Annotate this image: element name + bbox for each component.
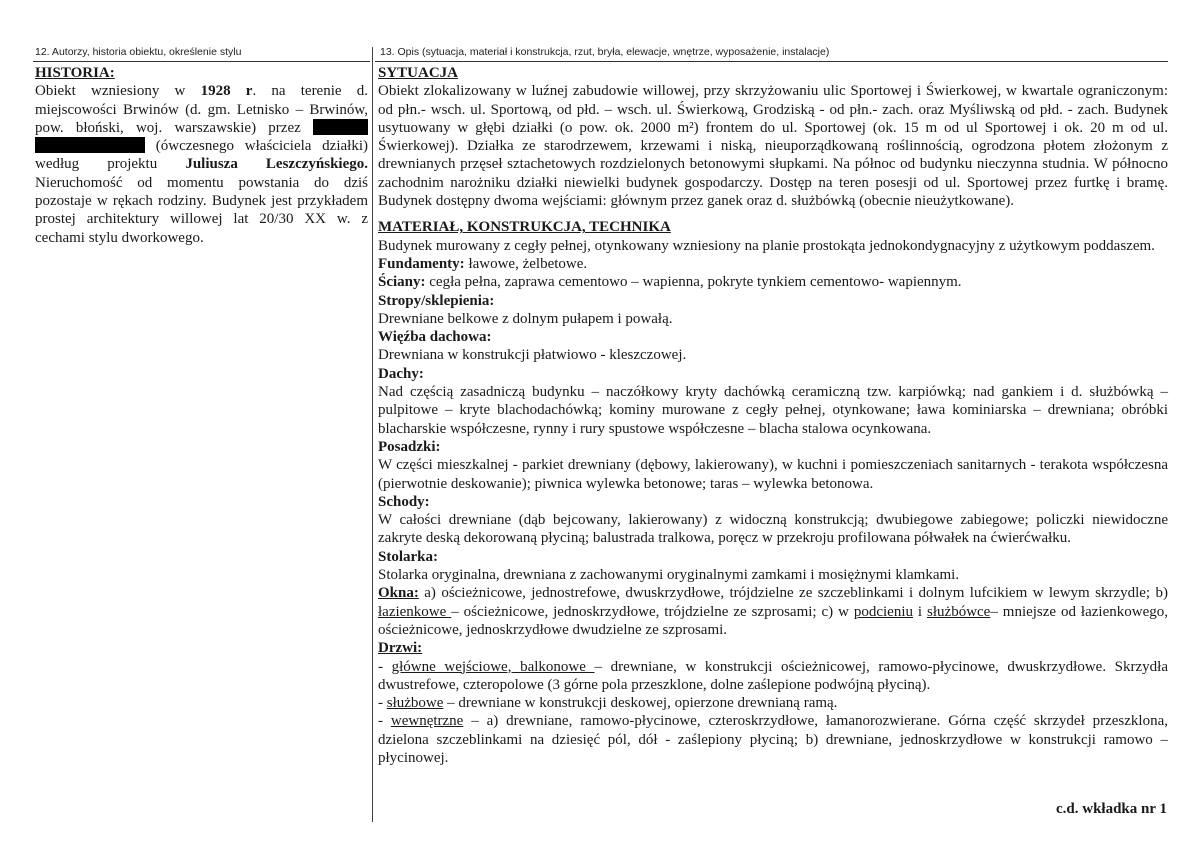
schody-label: Schody: [378, 493, 430, 510]
history-column [35, 64, 368, 247]
okna-i: i [913, 603, 928, 620]
dash: - [378, 713, 391, 730]
dachy-label: Dachy: [378, 365, 424, 382]
stolarka-text: Stolarka oryginalna, drewniana z zachowanymi oryginalnymi zamkami i mosiężnymi klamkami. [378, 567, 960, 584]
drzwi-glowne-text: – drewniane, w konstrukcji ościeżnicowej, ramowo-płycinowe, dwuskrzydłowe. Skrzydła dwustrefowe, czteropolowe (3 górne pola przeszklone, dolne zaślepione podwójną płyciną). [378, 658, 1169, 693]
stropy-label: Stropy/sklepienia: [378, 292, 495, 309]
drzwi-sluzbowe [378, 694, 1168, 712]
sytuacja-heading: SYTUACJA [378, 65, 459, 81]
column-divider [372, 47, 373, 822]
fundamenty [378, 255, 1168, 273]
continued-note: c.d. wkładka nr 1 [1055, 801, 1167, 817]
sytuacja-text: Obiekt zlokalizowany w luźnej zabudowie willowej, przy skrzyżowaniu ulic Sportowej i Świerkowej, w kwartale ograniczonym: od płn.- wsch. ul. Sportową, od płd. – wsch. ul. Świerkową, Grodziską - od płn.- zach. oraz Myśliwską od płd. - zach. Budynek usytuowany w głębi działki (o pow. ok. 2000 m²) frontem do ul. Sportowej (ok. 15 m od ul Sportowej i ok. 20 m od ul. Świerkowej). Działka ze starodrzewem, krzewami i niską, nieuporządkowaną roślinnością, ogrodzona płotem złożonym z drewnianych przęseł sztachetowych rozdzielonych betonowymi słupkami. Na północ od budynku nieczynna studnia. W północno zachodnim narożniku działki niewielki budynek gospodarczy. Dostęp na teren posesji od ul. Sportowej przez furtkę i bramę. Budynek dostępny dwoma wejściami: głównym przez ganek oraz d. służbówką (obecnie nieużytkowane). [378, 83, 1168, 210]
dachy-text: Nad częścią zasadniczą budynku – naczółkowy kryty dachówką ceramiczną tzw. karpiówką; nad gankiem i d. służbówką – pulpitowe – kryte blachodachówką; kominy murowane z cegły pełnej, otynkowane; ława kominiarska – drewniana; obróbki blacharskie współczesne, rynny i rury spustowe współczesne – blacha stalowa ocynkowana. [378, 384, 1168, 437]
header-divider-left [33, 61, 370, 62]
history-paragraph [35, 82, 368, 247]
okna-sluzbowce: służbówce [927, 603, 991, 620]
drzwi-glowne-label: główne wejściowe, balkonowe [391, 658, 595, 675]
stropy-text: Drewniane belkowe z dolnym pułapem i powałą. [378, 310, 673, 327]
okna-text-a: a) ościeżnicowe, jednostrefowe, dwuskrzydłowe, trójdzielne ze szczeblinkami i dolnym lufcikiem w lewym skrzydle; b) [418, 585, 1168, 602]
wiezba-text: Drewniana w konstrukcji płatwiowo - kleszczowej. [378, 347, 687, 364]
okna-lazienkowe: łazienkowe [378, 603, 452, 620]
history-text-1: Obiekt wzniesiony w [35, 83, 201, 100]
history-text-3: (ówczesnego właściciela działki) według projektu [35, 138, 368, 173]
section-12-header: 12. Autorzy, historia obiektu, określenie stylu [35, 46, 242, 58]
history-heading: HISTORIA: [35, 65, 115, 81]
dash: - [378, 658, 392, 675]
drzwi-sluzbowe-text: – drewniane w konstrukcji deskowej, opierzone drewnianą ramą. [443, 695, 838, 712]
sciany [378, 273, 1168, 291]
redacted-name-2 [35, 137, 145, 153]
schody-text: W całości drewniane (dąb bejcowany, lakierowany) z widoczną konstrukcją; dwubiegowe zabiegowe; policzki niewidoczne zakryte deską dekorowaną płyciną; balustrada tralkowa, poręcz w przekroju profilowana półwałek na ćwierćwałku. [378, 512, 1168, 547]
redacted-name-1 [313, 119, 368, 135]
okna-podcieniu: podcieniu [853, 603, 913, 620]
posadzki-text: W części mieszkalnej - parkiet drewniany (dębowy, lakierowany), w kuchni i pomieszczeniach sanitarnych - terakota współczesna (pierwotnie deskowanie); piwnica wylewka betonowe; taras – wylewka betonowa. [378, 457, 1168, 492]
drzwi-wewnetrzne [378, 712, 1168, 767]
material-intro: Budynek murowany z cegły pełnej, otynkowany wzniesiony na planie prostokąta jednokondygnacyjny z użytkowym poddaszem. [378, 237, 1155, 254]
drzwi-glowne [378, 658, 1168, 695]
dash: - [378, 695, 387, 712]
wiezba-label: Więźba dachowa: [378, 329, 492, 346]
drzwi-wewnetrzne-label: wewnętrzne [390, 713, 464, 730]
fundamenty-text: ławowe, żelbetowe. [464, 255, 588, 272]
architect-name: Juliusza Leszczyńskiego. [185, 156, 368, 173]
fundamenty-label: Fundamenty: [378, 255, 465, 272]
sciany-label: Ściany: [378, 274, 426, 291]
drzwi-wewnetrzne-text: – a) drewniane, ramowo-płycinowe, czteroskrzydłowe, łamanorozwierane. Górna część skrzydeł przeszklona, dzielona szczeblinkami na dziesięć pól, dół - zaślepiony płyciną; b) drewniane, jednoskrzydłowe w konstrukcji ramowo – płycinowej. [378, 713, 1168, 766]
okna-text-b: – ościeżnicowe, jednoskrzydłowe, trójdzielne ze szprosami; c) w [451, 603, 854, 620]
drzwi-label: Drzwi: [378, 640, 423, 657]
material-heading: MATERIAŁ, KONSTRUKCJA, TECHNIKA [378, 219, 671, 236]
drzwi-sluzbowe-label: służbowe [386, 695, 444, 712]
okna-label: Okna: [378, 585, 419, 602]
okna-text-c: – mniejsze od łazienkowego, ościeżnicowe, jednoskrzydłowe dwudzielne ze szprosami. [378, 603, 1168, 638]
stolarka-label: Stolarka: [378, 548, 438, 565]
okna-paragraph [378, 584, 1168, 639]
posadzki-label: Posadzki: [378, 438, 441, 455]
build-year: 1928 r [200, 83, 253, 100]
sciany-text: cegła pełna, zaprawa cementowo – wapienna, pokryte tynkiem cementowo- wapiennym. [425, 274, 962, 291]
history-text-4: Nieruchomość od momentu powstania do dziś pozostaje w rękach rodziny. Budynek jest przykładem prostej architektury willowej lat 20/30 XX w. z cechami stylu dworkowego. [35, 174, 368, 246]
description-column [378, 64, 1168, 767]
header-divider-right [375, 61, 1168, 62]
history-text-2: . na terenie d. miejscowości Brwinów (d. gm. Letnisko – Brwinów, pow. błoński, woj. warszawskie) przez [35, 83, 368, 136]
section-13-header: 13. Opis (sytuacja, materiał i konstrukcja, rzut, bryła, elewacje, wnętrze, wyposażenie, instalacje) [380, 46, 830, 58]
